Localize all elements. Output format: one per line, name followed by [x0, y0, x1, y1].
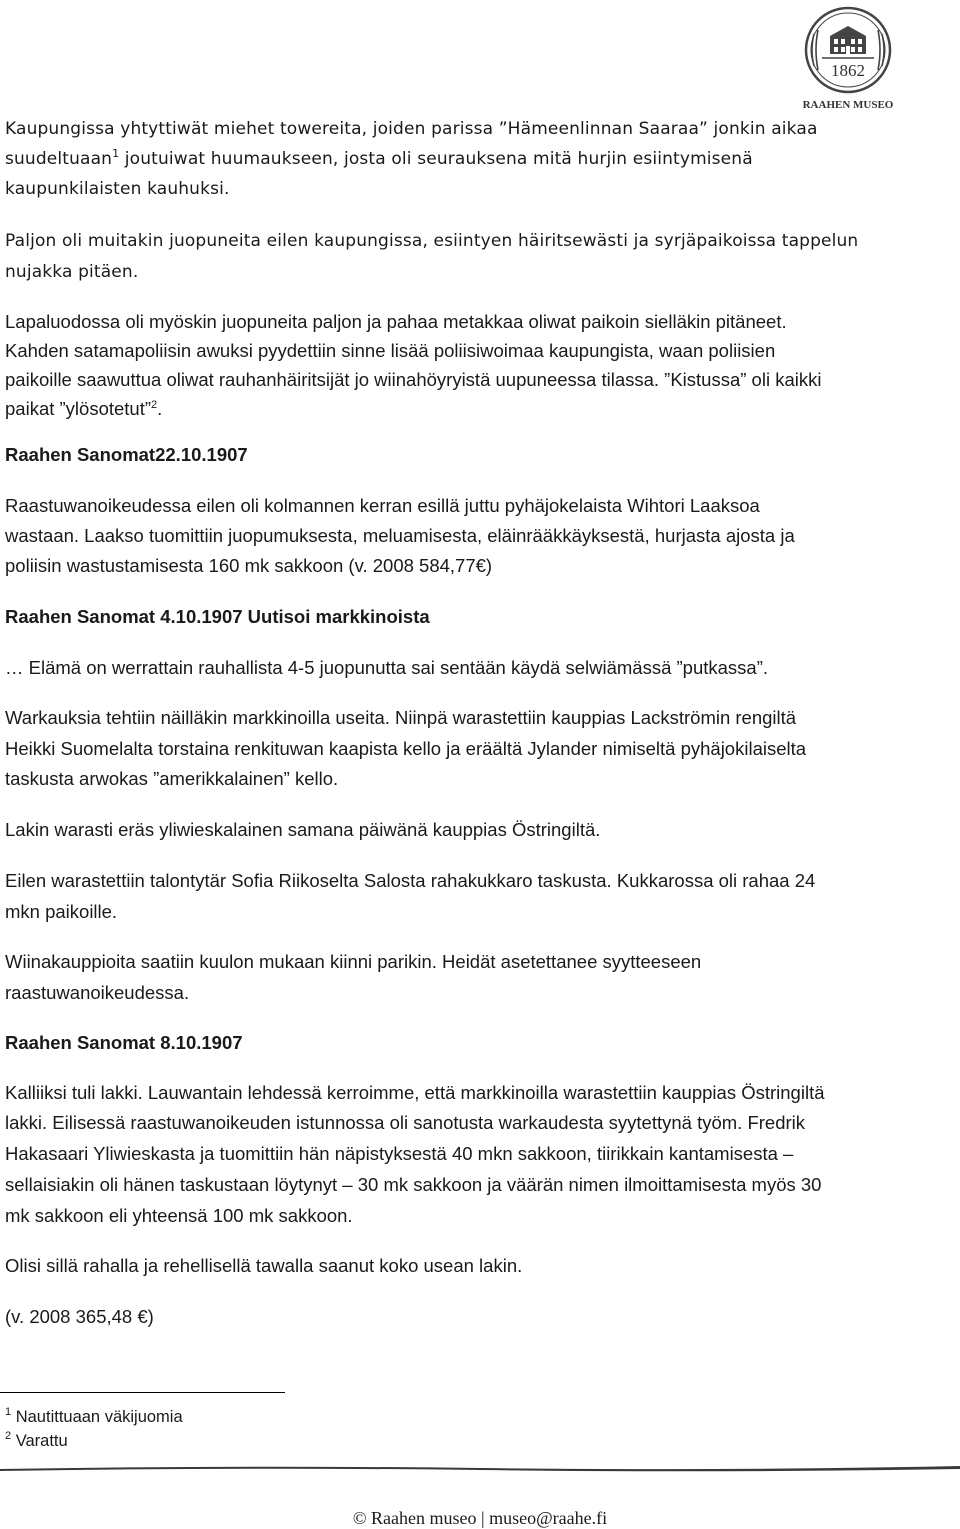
paragraph-line: Warkauksia tehtiin näilläkin markkinoilla useita. Niinpä warastettiin kauppias Lackströmin rengiltä: [5, 707, 797, 728]
section-heading: Raahen Sanomat 4.10.1907 Uutisoi markkinoista: [5, 606, 430, 627]
paragraph-line: Eilen warastettiin talontytär Sofia Riikoselta Salosta rahakukkaro taskusta. Kukkarossa oli rahaa 24: [5, 870, 816, 891]
paragraph-line: kaupunkilaisten kauhuksi.: [5, 179, 230, 199]
paragraph-line: suudeltuaan$^1$ joutuiwat huumaukseen, josta oli seurauksena mitä hurjin esiintymisenä: [5, 147, 753, 169]
paragraph-line: paikoille saawuttua oliwat rauhanhäiritsijät jo wiinahöyryistä uupuneessa tilassa. ”Kistussa” oli kaikki: [5, 369, 822, 390]
section-heading: Raahen Sanomat 8.10.1907: [5, 1032, 243, 1053]
paragraph-line: Hakasaari Yliwieskasta ja tuomittiin hän näpistyksestä 40 mkn sakkoon, tiirikkain kantamisesta –: [5, 1143, 794, 1164]
paragraph-line: Paljon oli muitakin juopuneita eilen kaupungissa, esiintyen häiritsewästi ja syrjäpaikoissa tappelun: [5, 231, 859, 251]
logo-year: 1862: [831, 61, 865, 80]
paragraph-line: Kaupungissa yhtyttiwät miehet towereita, joiden parissa ”Hämeenlinnan Saaraa” jonkin aikaa: [5, 119, 818, 139]
paragraph-line: taskusta arwokas ”amerikkalainen” kello.: [5, 768, 339, 789]
paragraph-line: poliisin wastustamisesta 160 mk sakkoon (v. 2008 584,77€): [5, 555, 493, 576]
footnote-2: $^2$ Varattu: [5, 1430, 68, 1450]
logo-name: RAAHEN MUSEO: [802, 99, 894, 111]
paragraph-line: Wiinakauppioita saatiin kuulon mukaan kiinni parikin. Heidät asetettanee syytteeseen: [5, 951, 702, 972]
paragraph-line: Kalliiksi tuli lakki. Lauwantain lehdessä kerroimme, että markkinoilla warastettiin kauppias Östringiltä: [5, 1082, 825, 1103]
footnote-ref-2[interactable]: 2: [151, 399, 158, 411]
paragraph-line: paikat ”ylösotetut”$^2$.: [5, 398, 163, 419]
footnote-1: $^1$ Nautittuaan väkijuomia: [5, 1406, 183, 1426]
raahen-museo-logo: [800, 4, 896, 112]
section-heading: Raahen Sanomat22.10.1907: [5, 444, 248, 465]
paragraph-line: wastaan. Laakso tuomittiin juopumuksesta, meluamisesta, eläinrääkkäyksestä, hurjasta ajosta ja: [5, 525, 795, 546]
paragraph-line: (v. 2008 365,48 €): [5, 1306, 154, 1327]
paragraph-line: mk sakkoon eli yhteensä 100 mk sakkoon.: [5, 1205, 353, 1226]
paragraph-line: Olisi sillä rahalla ja rehellisellä tawalla saanut koko usean lakin.: [5, 1255, 523, 1276]
footer-credit: © Raahen museo | museo@raahe.fi: [352, 1508, 608, 1528]
paragraph-line: lakki. Eilisessä raastuwanoikeuden istunnossa oli sanotusta warkaudesta syytettynä työm. Fredrik: [5, 1112, 805, 1133]
paragraph-line: sellaisiakin oli hänen taskustaan löytynyt – 30 mk sakkoon ja väärän nimen ilmoittamisesta myös 30: [5, 1174, 822, 1195]
footnote-separator: [0, 1392, 285, 1393]
paragraph-line: … Elämä on werrattain rauhallista 4-5 juopunutta sai sentään käydä selwiämässä ”putkassa”.: [5, 657, 769, 678]
paragraph-line: Kahden satamapoliisin awuksi pyydettiin sinne lisää poliisiwoimaa kaupungista, waan poliisien: [5, 340, 776, 361]
paragraph-line: mkn paikoille.: [5, 901, 118, 922]
footnote-ref-1[interactable]: 1: [112, 147, 120, 160]
paragraph-line: Lapaluodossa oli myöskin juopuneita paljon ja pahaa metakkaa oliwat paikoin sielläkin pitäneet.: [5, 311, 787, 332]
paragraph-line: Raastuwanoikeudessa eilen oli kolmannen kerran esillä juttu pyhäjokelaista Wihtori Laaksoa: [5, 495, 760, 516]
footer-divider: [0, 1462, 960, 1474]
paragraph-line: Heikki Suomelalta torstaina renkituwan kaapista kello ja eräältä Jylander nimiseltä pyhäjokilaiselta: [5, 738, 807, 759]
paragraph-line: Lakin warasti eräs yliwieskalainen samana päiwänä kauppias Östringiltä.: [5, 819, 601, 840]
paragraph-line: raastuwanoikeudessa.: [5, 982, 190, 1003]
paragraph-line: nujakka pitäen.: [5, 262, 139, 282]
